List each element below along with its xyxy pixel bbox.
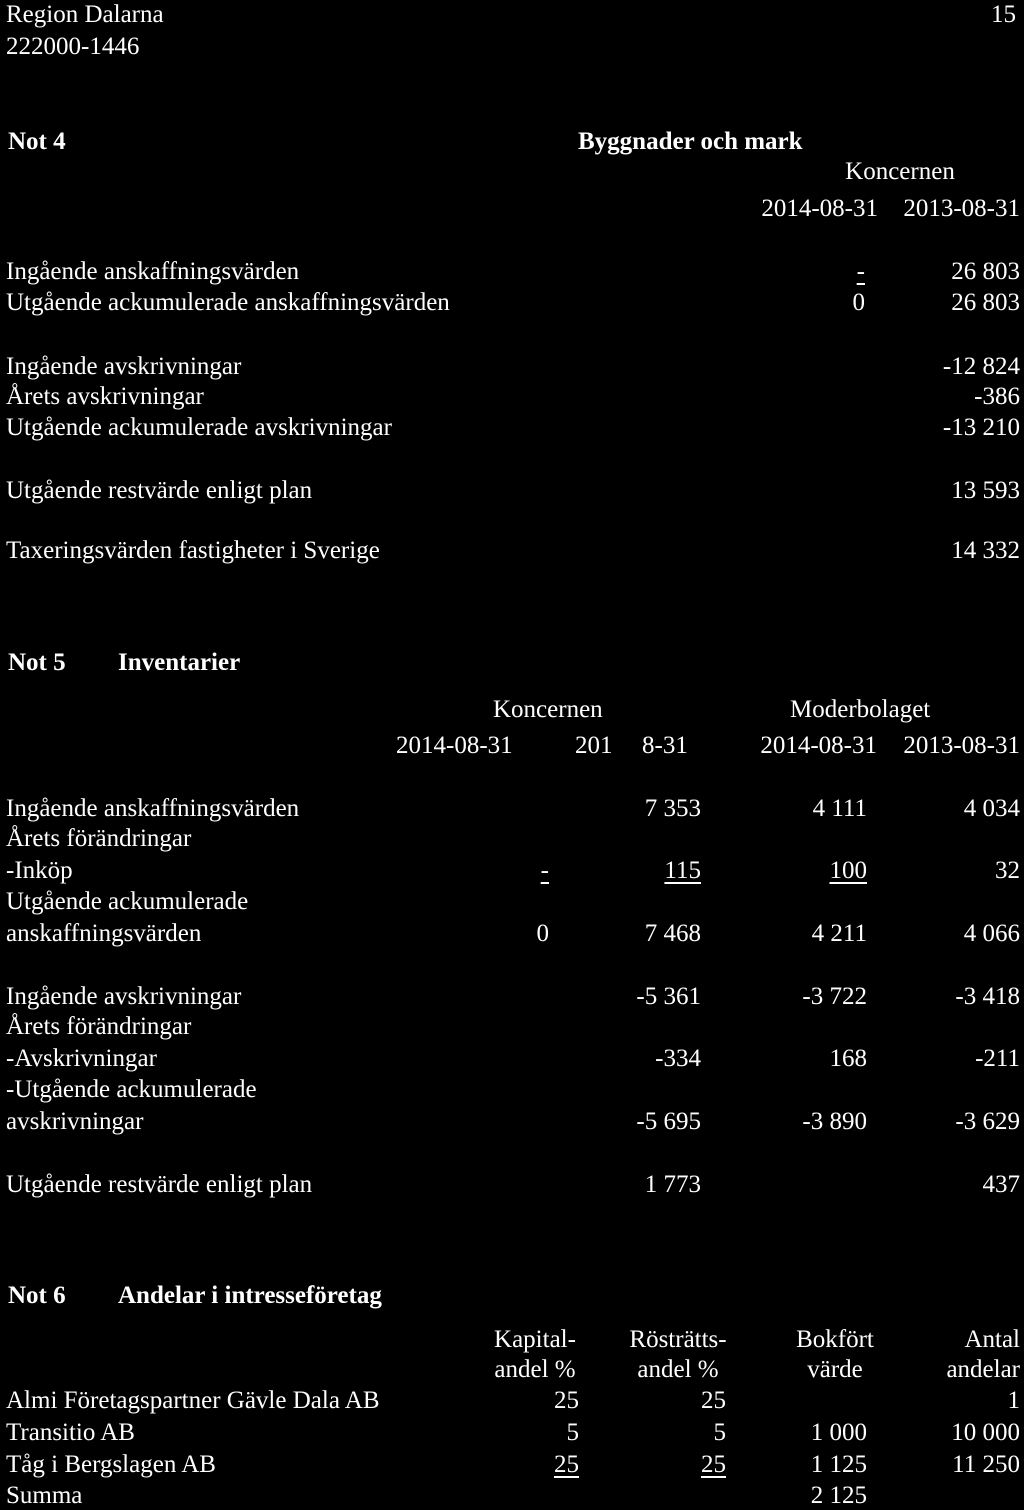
row-label: -Inköp xyxy=(6,857,73,884)
row-value-2: 115 xyxy=(664,857,701,884)
org-number: 222000-1446 xyxy=(6,33,140,60)
row-label: Årets avskrivningar xyxy=(6,383,204,410)
note-4-col-2013: 2013-08-31 xyxy=(903,195,1020,222)
note-5-col-2-part-b: 8-31 xyxy=(642,732,688,759)
row-value-2013: -12 824 xyxy=(942,353,1020,380)
note-5-col-1: 2014-08-31 xyxy=(396,732,513,759)
row-value-2013: 26 803 xyxy=(951,289,1020,316)
row-label: avskrivningar xyxy=(6,1108,144,1135)
row-label: Ingående avskrivningar xyxy=(6,353,242,380)
row-value-2: 7 353 xyxy=(644,795,701,822)
row-label: Utgående ackumulerade avskrivningar xyxy=(6,414,392,441)
org-name: Region Dalarna xyxy=(6,1,164,28)
row-bokfort-varde: 1 000 xyxy=(810,1419,867,1446)
header-antal-andelar-line1: Antal xyxy=(964,1326,1020,1353)
note-5-title: Inventarier xyxy=(118,649,241,676)
note-5-label: Not 5 xyxy=(8,649,66,676)
note-5-group-moderbolaget: Moderbolaget xyxy=(790,696,931,723)
note-6-label: Not 6 xyxy=(8,1282,66,1309)
row-antal-andelar: 11 250 xyxy=(952,1451,1020,1478)
row-value-1: - xyxy=(540,857,549,884)
note-5-col-4: 2013-08-31 xyxy=(903,732,1020,759)
row-label: Summa xyxy=(6,1482,83,1509)
header-rostrattsandel-line1: Rösträtts- xyxy=(629,1326,727,1353)
row-value-2: -334 xyxy=(655,1045,701,1072)
row-value-2014: - xyxy=(856,258,865,285)
row-label: anskaffningsvärden xyxy=(6,920,202,947)
row-value-3: 100 xyxy=(829,857,867,884)
row-label: Utgående ackumulerade xyxy=(6,888,249,915)
row-value-2013: 26 803 xyxy=(951,258,1020,285)
row-kapitalandel: 25 xyxy=(554,1387,579,1414)
note-5-col-2-part-a: 201 xyxy=(575,732,613,759)
row-value-4: -211 xyxy=(975,1045,1020,1072)
note-4-title: Byggnader och mark xyxy=(578,128,803,155)
note-6-title: Andelar i intresseföretag xyxy=(118,1282,382,1309)
row-label: Ingående anskaffningsvärden xyxy=(6,795,300,822)
header-kapitalandel-line1: Kapital- xyxy=(494,1326,576,1353)
row-label: Årets förändringar xyxy=(6,1013,192,1040)
row-bokfort-varde: 1 125 xyxy=(810,1451,867,1478)
header-antal-andelar-line2: andelar xyxy=(946,1356,1020,1383)
row-value-4: -3 629 xyxy=(955,1108,1020,1135)
row-label: Transitio AB xyxy=(6,1419,135,1446)
row-value-3: 4 111 xyxy=(812,795,867,822)
row-value-3: 168 xyxy=(829,1045,867,1072)
row-label: -Utgående ackumulerade xyxy=(6,1076,257,1103)
row-label: Taxeringsvärden fastigheter i Sverige xyxy=(6,537,380,564)
row-label: Tåg i Bergslagen AB xyxy=(6,1451,216,1478)
row-value-2: 1 773 xyxy=(644,1171,701,1198)
row-value-1: 0 xyxy=(536,920,549,947)
row-value-2013: -386 xyxy=(974,383,1020,410)
row-value-4: 437 xyxy=(982,1171,1020,1198)
row-antal-andelar: 1 xyxy=(1007,1387,1020,1414)
row-value-4: 4 034 xyxy=(963,795,1020,822)
row-value-4: 32 xyxy=(995,857,1020,884)
row-rostrattsandel: 25 xyxy=(701,1451,726,1478)
header-kapitalandel-line2: andel % xyxy=(494,1356,576,1383)
row-value-2: 7 468 xyxy=(644,920,701,947)
note-4-col-2014: 2014-08-31 xyxy=(761,195,878,222)
row-rostrattsandel: 25 xyxy=(701,1387,726,1414)
row-value-2013: 14 332 xyxy=(951,537,1020,564)
row-antal-andelar: 10 000 xyxy=(951,1419,1020,1446)
row-value-2014: 0 xyxy=(852,289,865,316)
row-label: Ingående anskaffningsvärden xyxy=(6,258,300,285)
page-number: 15 xyxy=(991,1,1016,28)
row-value-3: -3 890 xyxy=(802,1108,867,1135)
row-label: -Avskrivningar xyxy=(6,1045,157,1072)
row-label: Almi Företagspartner Gävle Dala AB xyxy=(6,1387,380,1414)
row-rostrattsandel: 5 xyxy=(713,1419,726,1446)
row-label: Årets förändringar xyxy=(6,825,192,852)
note-4-group-header: Koncernen xyxy=(845,158,955,185)
row-label: Utgående ackumulerade anskaffningsvärden xyxy=(6,289,450,316)
row-label: Utgående restvärde enligt plan xyxy=(6,477,313,504)
row-value-2: -5 695 xyxy=(636,1108,701,1135)
row-label: Utgående restvärde enligt plan xyxy=(6,1171,313,1198)
note-4-label: Not 4 xyxy=(8,128,66,155)
row-bokfort-varde: 2 125 xyxy=(810,1482,867,1509)
note-5-group-koncernen: Koncernen xyxy=(493,696,603,723)
row-value-2013: -13 210 xyxy=(942,414,1020,441)
row-value-2013: 13 593 xyxy=(951,477,1020,504)
row-label: Ingående avskrivningar xyxy=(6,983,242,1010)
row-value-4: -3 418 xyxy=(955,983,1020,1010)
row-value-4: 4 066 xyxy=(963,920,1020,947)
row-kapitalandel: 25 xyxy=(554,1451,579,1478)
row-value-3: 4 211 xyxy=(811,920,867,947)
header-bokfort-varde-line1: Bokfört xyxy=(796,1326,874,1353)
note-5-col-3: 2014-08-31 xyxy=(760,732,877,759)
header-bokfort-varde-line2: värde xyxy=(807,1356,863,1383)
header-rostrattsandel-line2: andel % xyxy=(637,1356,719,1383)
row-kapitalandel: 5 xyxy=(566,1419,579,1446)
row-value-2: -5 361 xyxy=(636,983,701,1010)
row-value-3: -3 722 xyxy=(802,983,867,1010)
